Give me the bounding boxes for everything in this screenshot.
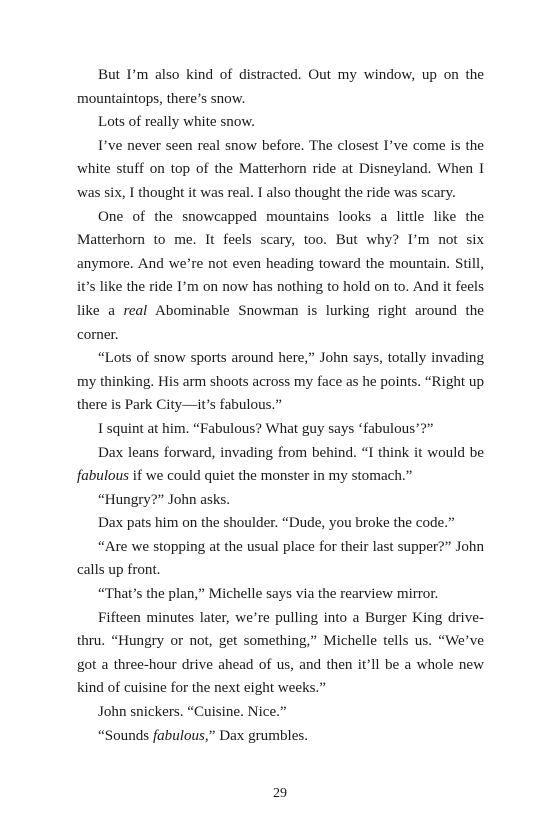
text-run: Dax pats him on the shoulder. “Dude, you broke the code.” (98, 515, 455, 532)
text-run: But I’m also kind of distracted. Out my window, up on the mountaintops, there’s snow. (77, 67, 484, 107)
text-run: One of the snowcapped mountains looks a little like the Matterhorn to me. It feels scary, too. But why? I’m not six anymore. And we’re not even heading toward the mountain. Still, it’s like the ride I’m on now has nothing to hold on to. And it feels like a (77, 208, 484, 319)
page-body (77, 64, 484, 748)
italic-text-run: fabulous (77, 468, 129, 485)
text-run: “Sounds (98, 727, 153, 744)
text-run: “Are we stopping at the usual place for their last supper?” John calls up front. (77, 538, 484, 579)
paragraph (77, 64, 484, 111)
paragraph (77, 512, 484, 536)
paragraph (77, 536, 484, 583)
text-run: John snickers. “Cuisine. Nice.” (98, 704, 287, 721)
paragraph (77, 206, 484, 348)
text-run: “Hungry?” John asks. (98, 491, 231, 508)
paragraph (77, 583, 484, 607)
paragraph (77, 135, 484, 206)
paragraph (77, 111, 484, 135)
text-run: ” Dax grumbles. (208, 727, 309, 744)
page-number: 29 (273, 786, 287, 801)
italic-text-run: real (123, 302, 148, 319)
text-run: Dax leans forward, invading from behind. “I think it would be (98, 444, 484, 461)
italic-text-run: fabulous, (152, 727, 209, 744)
paragraph (77, 701, 484, 725)
paragraph (77, 489, 484, 513)
paragraph (77, 607, 484, 701)
paragraph (77, 418, 484, 442)
text-run: Lots of really white snow. (98, 114, 256, 131)
paragraph (77, 725, 484, 749)
text-run: I’ve never seen real snow before. The closest I’ve come is the white stuff on top of the Matterhorn ride at Disneyland. When I was six, I thought it was real. I also thought the ride was scary. (77, 137, 484, 201)
text-run: if we could quiet the monster in my stomach.” (129, 468, 413, 485)
paragraph (77, 347, 484, 418)
paragraph (77, 442, 484, 489)
text-run: “That’s the plan,” Michelle says via the rearview mirror. (98, 586, 439, 603)
text-run: Fifteen minutes later, we’re pulling into a Burger King drive-thru. “Hungry or not, get something,” Michelle tells us. “We’ve got a three-hour drive ahead of us, and then it’ll be a whole new kind of cuisine for the next eight weeks.” (77, 609, 484, 697)
text-run: Abominable Snowman is lurking right around the corner. (77, 302, 484, 343)
text-run: “Lots of snow sports around here,” John says, totally invading my thinking. His arm shoots across my face as he points. “Right up there is Park City—it’s fabulous.” (77, 350, 484, 414)
text-run: I squint at him. “Fabulous? What guy says ‘fabulous’?” (98, 420, 434, 437)
